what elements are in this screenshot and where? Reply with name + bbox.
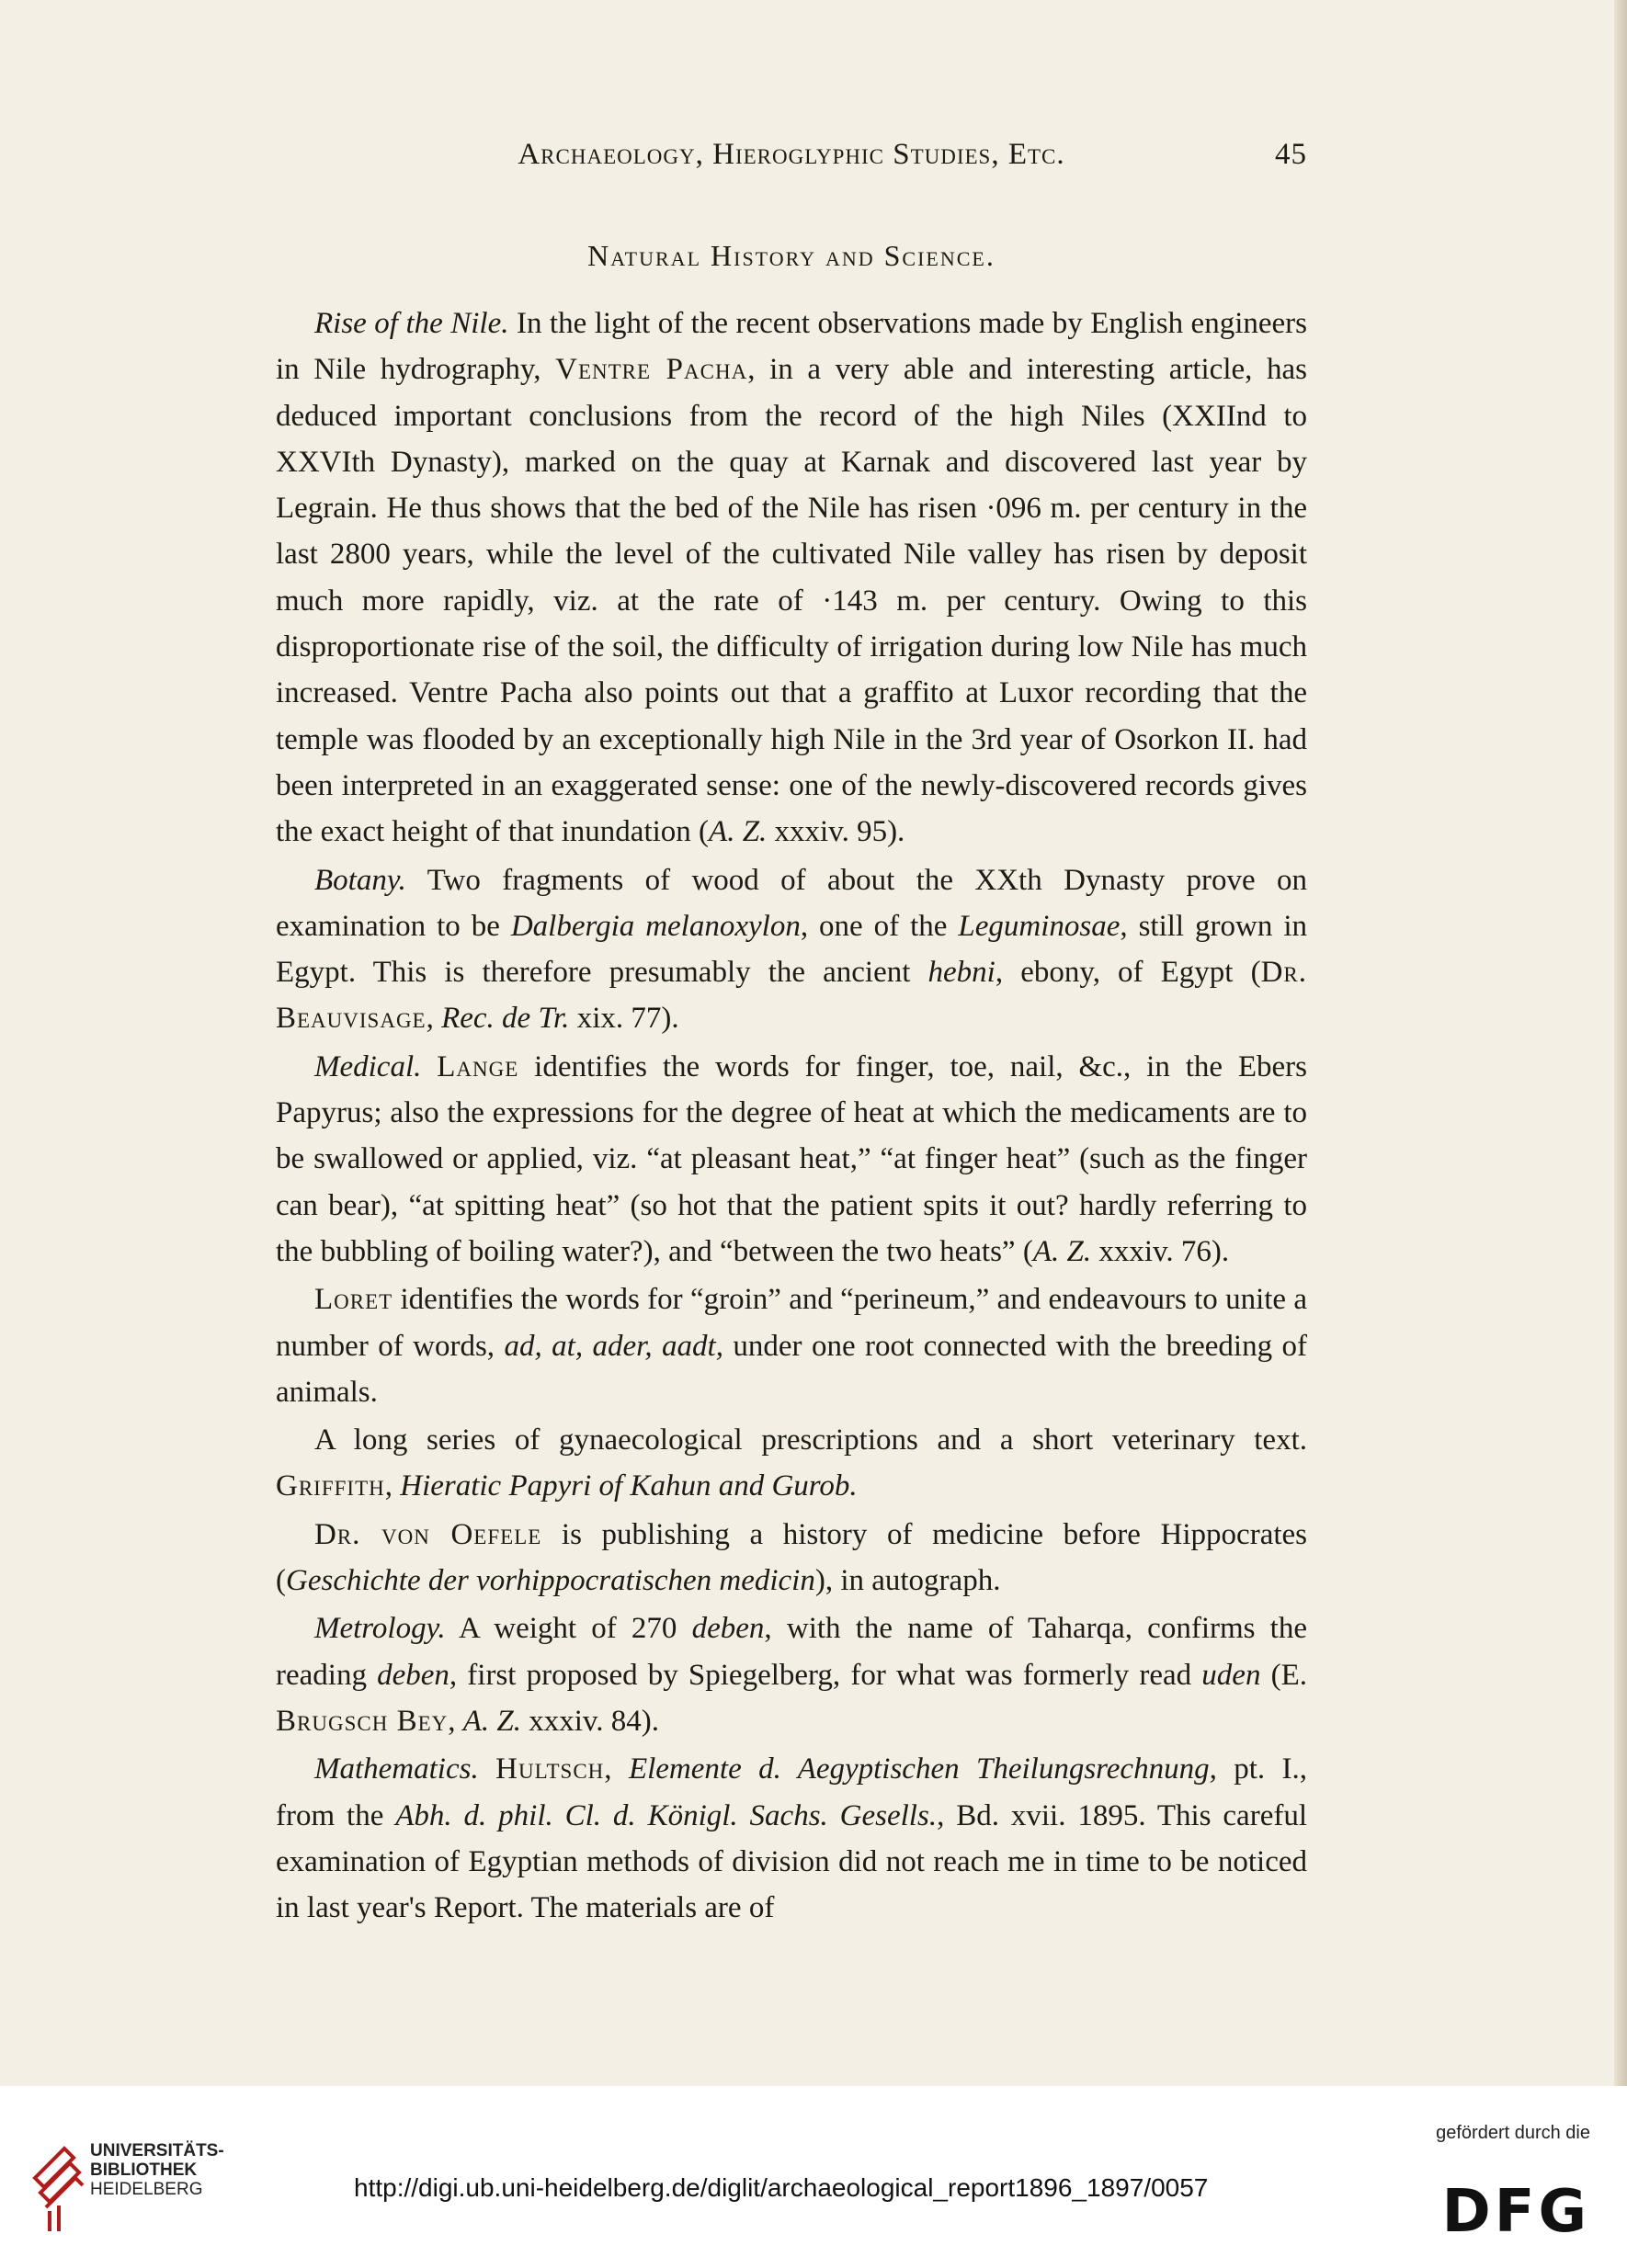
library-name-line: UNIVERSITÄTS- [90, 2141, 224, 2160]
dfg-logo: DFG [1441, 2178, 1590, 2246]
text-run: , ebony, of Egypt ( [995, 956, 1261, 990]
egyptian-words: ad, at, ader, aadt, [504, 1329, 723, 1363]
library-name-line: HEIDELBERG [90, 2180, 203, 2199]
text-run: , [426, 1002, 442, 1036]
citation: A. Z. [1032, 1234, 1092, 1268]
paragraph-metrology [276, 1605, 1307, 1744]
text-run: In the light of the recent observations made by English engineers in Nile hydrography, [276, 307, 1307, 387]
paragraph-lead: Rise of the Nile. [314, 307, 509, 340]
paragraph-mathematics [276, 1746, 1307, 1931]
book-title: Elemente d. Aegyptischen Theilungsrechnung, [628, 1752, 1217, 1786]
citation: A. Z. [462, 1704, 521, 1738]
funding-note: gefördert durch die [1436, 2123, 1590, 2143]
author-name: Hultsch [495, 1752, 605, 1786]
text-run: , [604, 1752, 629, 1786]
paragraph-loret [276, 1276, 1307, 1415]
text-run: , [384, 1469, 401, 1503]
egyptian-word: deben [377, 1658, 449, 1692]
text-run: xxxiv. 95). [767, 815, 905, 849]
text-run: xxxiv. 76). [1091, 1234, 1230, 1268]
citation: A. Z. [709, 815, 768, 849]
paragraph-rise-of-nile [276, 301, 1307, 856]
text-run: (E. [1260, 1658, 1308, 1692]
library-name-line: BIBLIOTHEK [90, 2160, 198, 2180]
paragraph-gynaecological [276, 1417, 1307, 1510]
text-run: is publishing a history of medicine before Hippocrates ( [276, 1517, 1307, 1598]
text-run: , with the name of Taharqa, confirms the reading [276, 1612, 1307, 1692]
body-text [276, 301, 1307, 1931]
citation: Rec. de Tr. [441, 1002, 570, 1036]
egyptian-word: uden [1201, 1658, 1261, 1692]
running-head [276, 138, 1307, 193]
paragraph-oefele [276, 1512, 1307, 1605]
text-run: , in a very able and interesting article, has deduced important conclusions from the record of the high Niles (XXIInd to XXVIth Dynasty), marked on the quay at Karnak and discovered last year by Legrain. He thus shows that the bed of the Nile has risen ·096 m. per century in the last 2800 years, while the level of the cultivated Nile valley has risen by deposit much more rapidly, viz. at the rate of ·143 m. per century. Owing to this disproportionate rise of the soil, the difficulty of irrigation during low Nile has much increased. Ventre Pacha also points out that a graffito at Luxor recording that the temple was flooded by an exceptionally high Nile in the 3rd year of Osorkon II. had been interpreted in an exaggerated sense: one of the newly-discovered records gives the exact height of that inundation ( [276, 353, 1307, 849]
page-edge-shadow [1614, 0, 1627, 2086]
text-run: Two fragments of wood of about the XXth Dynasty prove on examination to be [276, 863, 1307, 943]
text-run: , one of the [800, 909, 959, 943]
paragraph-lead: Metrology. [314, 1612, 446, 1646]
running-head-title: Archaeology, Hieroglyphic Studies, Etc. [518, 138, 1065, 171]
citation: Hieratic Papyri of Kahun and Gurob. [400, 1469, 858, 1503]
permalink-url[interactable]: http://digi.ub.uni-heidelberg.de/diglit/archaeological_report1896_1897/0057 [354, 2173, 1209, 2202]
text-run [421, 1050, 437, 1083]
family-name: Leguminosae [958, 909, 1121, 943]
paragraph-botany [276, 857, 1307, 1042]
book-title: Geschichte der vorhippocratischen medicin [286, 1564, 815, 1598]
text-run: identifies the words for finger, toe, nail, &c., in the Ebers Papyrus; also the expressions for the degree of heat at which the medicaments are to be swallowed or applied, viz. “at pleasant heat,” “at finger heat” (such as the finger can bear), “at spitting heat” (so hot that the patient spits it out? hardly referring to the bubbling of boiling water?), and “between the two heats” ( [276, 1049, 1308, 1268]
text-run: pt. I., from the [276, 1752, 1308, 1832]
text-run: , Bd. xvii. 1895. This careful examination of Egyptian methods of division did not reach me in time to be noticed in last year's Report. The materials are of [276, 1798, 1307, 1925]
text-run: under one root connected with the breeding of animals. [276, 1329, 1307, 1409]
author-name: Griffith [276, 1469, 385, 1503]
species-name: Dalbergia melanoxylon [510, 909, 801, 943]
text-run: , still grown in Egypt. This is therefore presumably the ancient [276, 909, 1308, 990]
egyptian-word: deben [691, 1612, 765, 1646]
text-run: xix. 77). [569, 1002, 679, 1036]
author-name: Dr. Beauvisage [276, 956, 1307, 1036]
digitization-footer [0, 2086, 1627, 2268]
paragraph-lead: Mathematics. [314, 1752, 479, 1786]
page-number: 45 [1275, 138, 1307, 171]
author-name: Loret [314, 1283, 393, 1317]
citation: Abh. d. phil. Cl. d. Königl. Sachs. Gesells. [395, 1798, 938, 1832]
section-title: Natural History and Science. [587, 239, 996, 272]
text-run: , first proposed by Spiegelberg, for what was formerly read [449, 1658, 1202, 1692]
egyptian-word: hebni [927, 956, 996, 990]
paragraph-medical [276, 1044, 1307, 1275]
page-content [276, 138, 1307, 1933]
library-name [90, 2141, 224, 2199]
text-run: identifies the words for “groin” and “perineum,” and endeavours to unite a number of words, [276, 1283, 1307, 1363]
text-run [479, 1752, 495, 1786]
text-run: A long series of gynaecological prescriptions and a short veterinary text. [314, 1423, 1307, 1457]
author-name: Brugsch Bey [276, 1704, 449, 1738]
author-name: Ventre Pacha [555, 353, 748, 387]
author-name: Dr. von Oefele [314, 1517, 542, 1551]
text-run: ), in autograph. [814, 1564, 1001, 1598]
text-run: xxxiv. 84). [521, 1704, 660, 1738]
text-run: A weight of 270 [445, 1612, 692, 1646]
author-name: Lange [437, 1049, 519, 1083]
paragraph-lead: Botany. [314, 863, 406, 897]
paragraph-lead: Medical. [314, 1049, 422, 1083]
text-run: , [448, 1704, 463, 1738]
